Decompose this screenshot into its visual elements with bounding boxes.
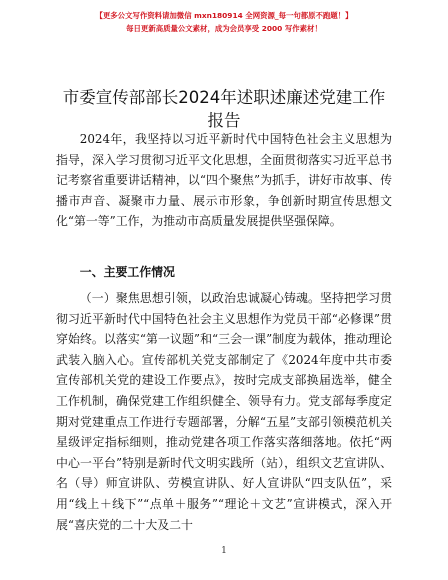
section-paragraph: （一）聚焦思想引领，以政治忠诚凝心铸魂。坚持把学习贯彻习近平新时代中国特色社会主义思想作为党员干部“必修课”贯穿始终。以落实“第一议题”和“三会一课”制度为载体，推动理论武装入脑入心。宣传部机关党支部制定了《2024年度中共市委宣传部机关党的建设工作要点》，按时完成支部换届选举，健全工作机制，确保党建工作组织健全、领导有力。党支部每季度定期对党建重点工作进行专题部署，分解“五星”支部引领模范机关星级评定指标细则，推动党建各项工作落实落细落地。依托“两中心一平台”特别是新时代文明实践所（站），组织文艺宣讲队、名（导）师宣讲队、劳模宣讲队、好人宣讲队“四支队伍”，采用“线上＋线下”“点单＋服务”“理论＋文艺”宣讲模式，深入开展“喜庆党的二十大及二十 — [56, 291, 392, 532]
promo-banner-line-1: 【更多公文写作资料请加微信 mxn180914 全网资源_每一句都原不跑题！】 — [95, 11, 353, 20]
section-heading: 一、主要工作情况 — [79, 265, 175, 279]
promo-banner-line-2: 每日更新高质量公文素材，成为会员享受 2000 写作素材！ — [126, 24, 322, 33]
document-title: 市委宣传部部长2024年述职述廉述党建工作报告 — [62, 88, 386, 130]
page-number: 1 — [221, 546, 227, 556]
intro-paragraph: 2024年，我坚持以习近平新时代中国特色社会主义思想为指导，深入学习贯彻习近平文化思想，全面贯彻落实习近平总书记考察省重要讲话精神，以“四个聚焦”为抓手，讲好市故事、传播市声音、凝聚市力量、展示市形象，争创新时期宣传思想文化“第一等”工作，为推动市高质量发展提供坚强保障。 — [56, 132, 392, 229]
